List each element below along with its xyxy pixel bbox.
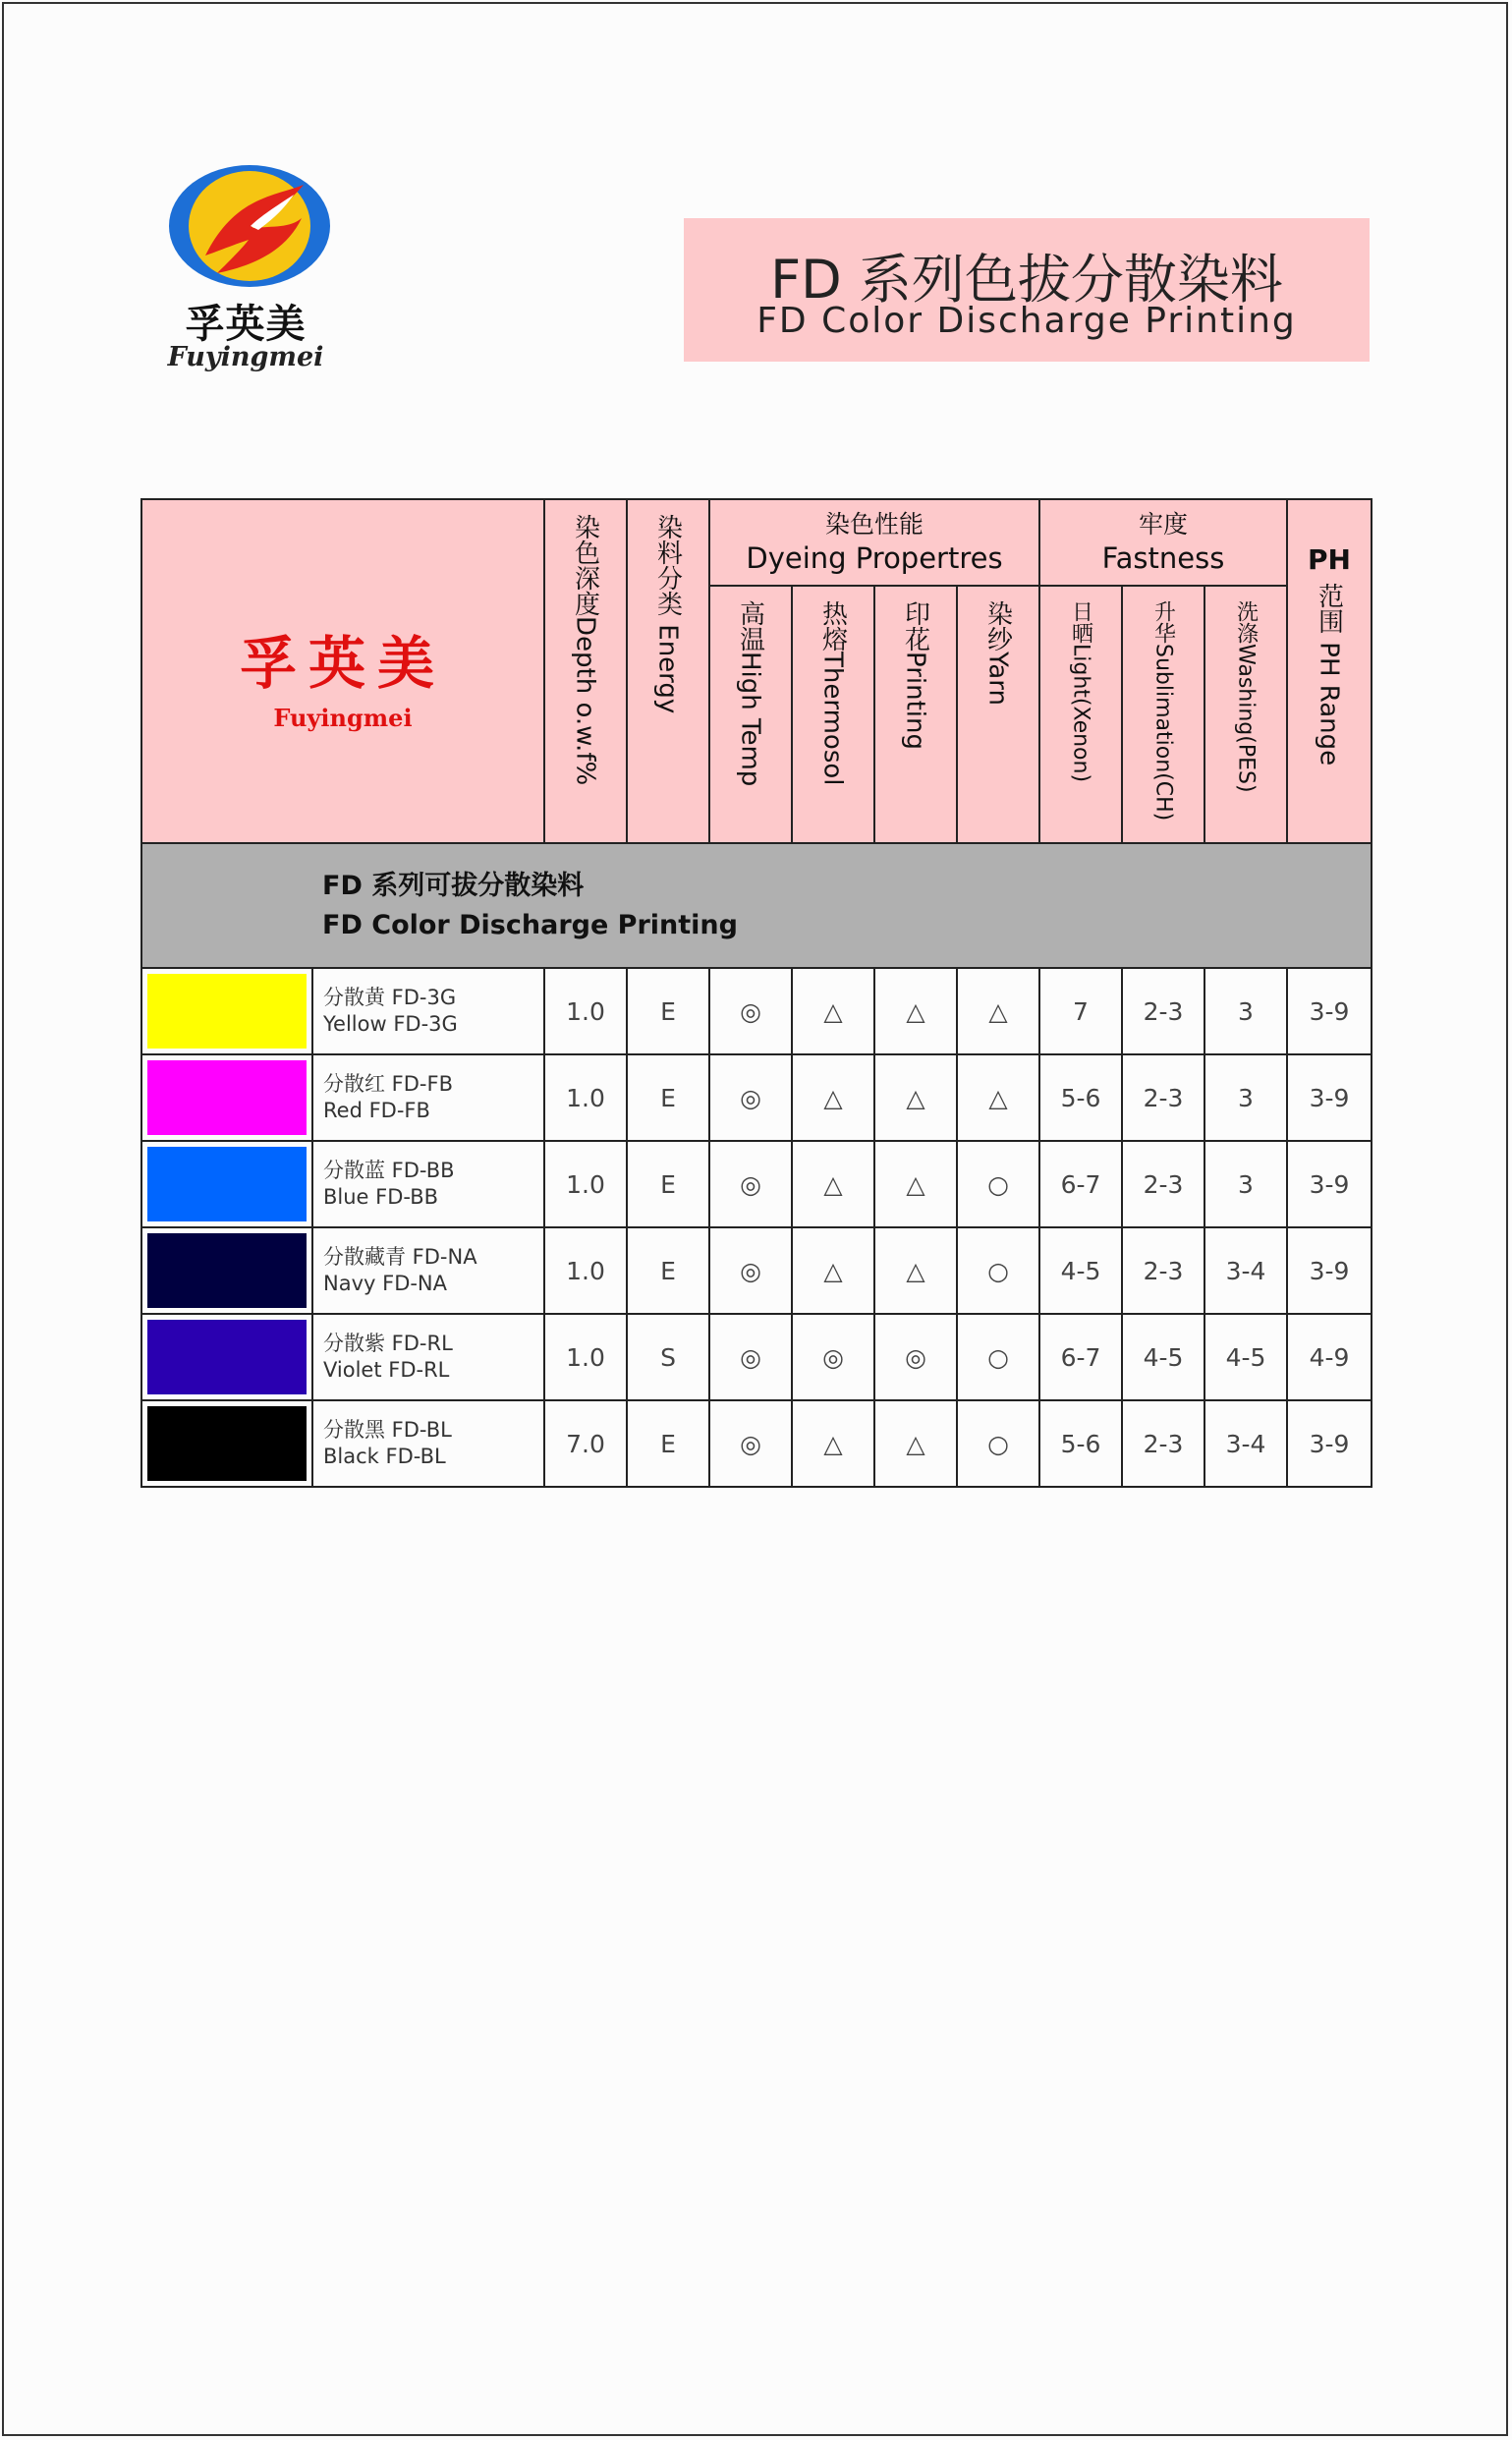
- cell-yarn: ○: [957, 1314, 1039, 1400]
- table-row: [141, 1227, 1372, 1314]
- cell-light: 4-5: [1039, 1227, 1122, 1314]
- cell-energy: E: [627, 1227, 709, 1314]
- header-fastness-group: [1039, 499, 1287, 586]
- table-row: [141, 1314, 1372, 1400]
- cell-washing: 3: [1204, 968, 1287, 1054]
- header-yarn: [957, 586, 1039, 843]
- dye-name-en: Navy FD-NA: [323, 1272, 448, 1295]
- header-fastness-cn: 牢度: [1138, 510, 1188, 539]
- header-light-label: 日晒Light(Xenon): [1068, 600, 1093, 783]
- header-ph: [1287, 499, 1372, 843]
- cell-energy: S: [627, 1314, 709, 1400]
- dye-name-cn: 分散蓝 FD-BB: [323, 1159, 455, 1182]
- dye-name-cell: [312, 1314, 544, 1400]
- cell-printing: △: [874, 968, 957, 1054]
- cell-washing: 4-5: [1204, 1314, 1287, 1400]
- header-yarn-label: 染纱Yarn: [982, 600, 1013, 706]
- header-high-temp-label: 高温High Temp: [735, 600, 765, 787]
- cell-high-temp: ◎: [709, 1400, 792, 1487]
- dye-name-cell: [312, 968, 544, 1054]
- color-swatch-cell: [141, 1314, 312, 1400]
- table-row: [141, 1054, 1372, 1141]
- cell-printing: △: [874, 1141, 957, 1227]
- dye-name-en: Yellow FD-3G: [323, 1012, 458, 1036]
- cell-light: 6-7: [1039, 1141, 1122, 1227]
- cell-printing: △: [874, 1227, 957, 1314]
- cell-high-temp: ◎: [709, 1141, 792, 1227]
- cell-yarn: △: [957, 968, 1039, 1054]
- dye-name-cell: [312, 1227, 544, 1314]
- header-fastness-en: Fastness: [1101, 540, 1225, 575]
- cell-ph: 3-9: [1287, 1227, 1372, 1314]
- dye-name-cell: [312, 1054, 544, 1141]
- cell-energy: E: [627, 1141, 709, 1227]
- section-header: [141, 843, 1372, 968]
- cell-sublimation: 2-3: [1122, 1227, 1204, 1314]
- table-row: [141, 1400, 1372, 1487]
- cell-sublimation: 2-3: [1122, 968, 1204, 1054]
- cell-depth: 1.0: [544, 1141, 627, 1227]
- color-swatch-cell: [141, 968, 312, 1054]
- cell-yarn: ○: [957, 1400, 1039, 1487]
- color-swatch-cell: [141, 1400, 312, 1487]
- cell-light: 5-6: [1039, 1400, 1122, 1487]
- cell-energy: E: [627, 1054, 709, 1141]
- header-ph-range: 范围 PH Range: [1314, 583, 1344, 766]
- cell-high-temp: ◎: [709, 1227, 792, 1314]
- header-sublimation-label: 升华Sublimation(CH): [1150, 600, 1176, 822]
- color-swatch: [147, 1320, 307, 1394]
- color-swatch-cell: [141, 1227, 312, 1314]
- dye-name-cn: 分散黄 FD-3G: [323, 986, 457, 1009]
- dye-name-en: Red FD-FB: [323, 1099, 430, 1122]
- section-en: FD Color Discharge Printing: [322, 909, 738, 940]
- header-dyeing-cn: 染色性能: [824, 510, 924, 539]
- header-washing: [1204, 586, 1287, 843]
- cell-light: 5-6: [1039, 1054, 1122, 1141]
- brand-cn: 孚英美: [239, 629, 446, 697]
- cell-energy: E: [627, 968, 709, 1054]
- brand-en: Fuyingmei: [273, 703, 413, 732]
- header-light: [1039, 586, 1122, 843]
- color-swatch: [147, 974, 307, 1049]
- cell-light: 7: [1039, 968, 1122, 1054]
- cell-yarn: △: [957, 1054, 1039, 1141]
- cell-high-temp: ◎: [709, 968, 792, 1054]
- cell-ph: 3-9: [1287, 1400, 1372, 1487]
- company-logo: [162, 157, 339, 383]
- cell-yarn: ○: [957, 1227, 1039, 1314]
- cell-yarn: ○: [957, 1141, 1039, 1227]
- dye-name-cn: 分散藏青 FD-NA: [323, 1245, 477, 1269]
- dye-name-cell: [312, 1400, 544, 1487]
- cell-washing: 3-4: [1204, 1227, 1287, 1314]
- cell-light: 6-7: [1039, 1314, 1122, 1400]
- cell-high-temp: ◎: [709, 1054, 792, 1141]
- header-thermosol-label: 热熔Thermosol: [817, 600, 848, 786]
- header-depth-label: 染色深度Depth o.w.f%: [570, 514, 600, 786]
- header-ph-top: PH: [1308, 543, 1351, 576]
- section-cn: FD 系列可拔分散染料: [322, 870, 585, 901]
- header-printing-label: 印花Printing: [900, 600, 930, 751]
- cell-washing: 3-4: [1204, 1400, 1287, 1487]
- header-depth: [544, 499, 627, 843]
- title-banner: [684, 218, 1370, 362]
- color-swatch-cell: [141, 1141, 312, 1227]
- cell-depth: 1.0: [544, 1227, 627, 1314]
- cell-thermosol: △: [792, 1227, 874, 1314]
- cell-sublimation: 4-5: [1122, 1314, 1204, 1400]
- dye-name-en: Black FD-BL: [323, 1445, 446, 1468]
- header-dyeing-en: Dyeing Propertres: [746, 540, 1003, 575]
- header-high-temp: [709, 586, 792, 843]
- dye-name-cn: 分散紫 FD-RL: [323, 1332, 453, 1355]
- header-energy: [627, 499, 709, 843]
- cell-printing: △: [874, 1400, 957, 1487]
- color-swatch: [147, 1406, 307, 1481]
- cell-printing: ◎: [874, 1314, 957, 1400]
- table-row: [141, 1141, 1372, 1227]
- cell-sublimation: 2-3: [1122, 1054, 1204, 1141]
- color-swatch-cell: [141, 1054, 312, 1141]
- title-en: FD Color Discharge Printing: [756, 301, 1297, 341]
- header-washing-label: 洗涤Washing(PES): [1233, 600, 1259, 793]
- dye-name-cn: 分散黑 FD-BL: [323, 1418, 452, 1442]
- cell-washing: 3: [1204, 1141, 1287, 1227]
- cell-depth: 1.0: [544, 1314, 627, 1400]
- logo-cn-text: 孚英美: [185, 301, 307, 347]
- header-printing: [874, 586, 957, 843]
- cell-thermosol: △: [792, 1054, 874, 1141]
- cell-sublimation: 2-3: [1122, 1141, 1204, 1227]
- header-energy-label: 染料分类 Energy: [652, 514, 683, 714]
- color-swatch: [147, 1233, 307, 1308]
- header-dyeing-group: [709, 499, 1039, 586]
- cell-depth: 1.0: [544, 1054, 627, 1141]
- logo-en-text: Fuyingmei: [167, 342, 324, 372]
- logo-emblem-icon: [166, 157, 333, 295]
- title-cn: FD 系列色拔分散染料: [770, 249, 1283, 311]
- color-swatch: [147, 1147, 307, 1221]
- cell-energy: E: [627, 1400, 709, 1487]
- cell-thermosol: △: [792, 1400, 874, 1487]
- brand-cell: [141, 499, 544, 843]
- dye-name-cn: 分散红 FD-FB: [323, 1072, 453, 1096]
- cell-ph: 3-9: [1287, 1054, 1372, 1141]
- cell-ph: 3-9: [1287, 968, 1372, 1054]
- cell-thermosol: △: [792, 1141, 874, 1227]
- cell-thermosol: △: [792, 968, 874, 1054]
- color-swatch: [147, 1060, 307, 1135]
- cell-ph: 4-9: [1287, 1314, 1372, 1400]
- header-thermosol: [792, 586, 874, 843]
- cell-sublimation: 2-3: [1122, 1400, 1204, 1487]
- cell-washing: 3: [1204, 1054, 1287, 1141]
- cell-thermosol: ◎: [792, 1314, 874, 1400]
- cell-printing: △: [874, 1054, 957, 1141]
- table-row: [141, 968, 1372, 1054]
- dye-properties-table: [140, 498, 1372, 1488]
- dye-name-cell: [312, 1141, 544, 1227]
- cell-depth: 7.0: [544, 1400, 627, 1487]
- cell-depth: 1.0: [544, 968, 627, 1054]
- cell-high-temp: ◎: [709, 1314, 792, 1400]
- cell-ph: 3-9: [1287, 1141, 1372, 1227]
- dye-name-en: Violet FD-RL: [323, 1358, 450, 1382]
- header-sublimation: [1122, 586, 1204, 843]
- dye-name-en: Blue FD-BB: [323, 1185, 439, 1209]
